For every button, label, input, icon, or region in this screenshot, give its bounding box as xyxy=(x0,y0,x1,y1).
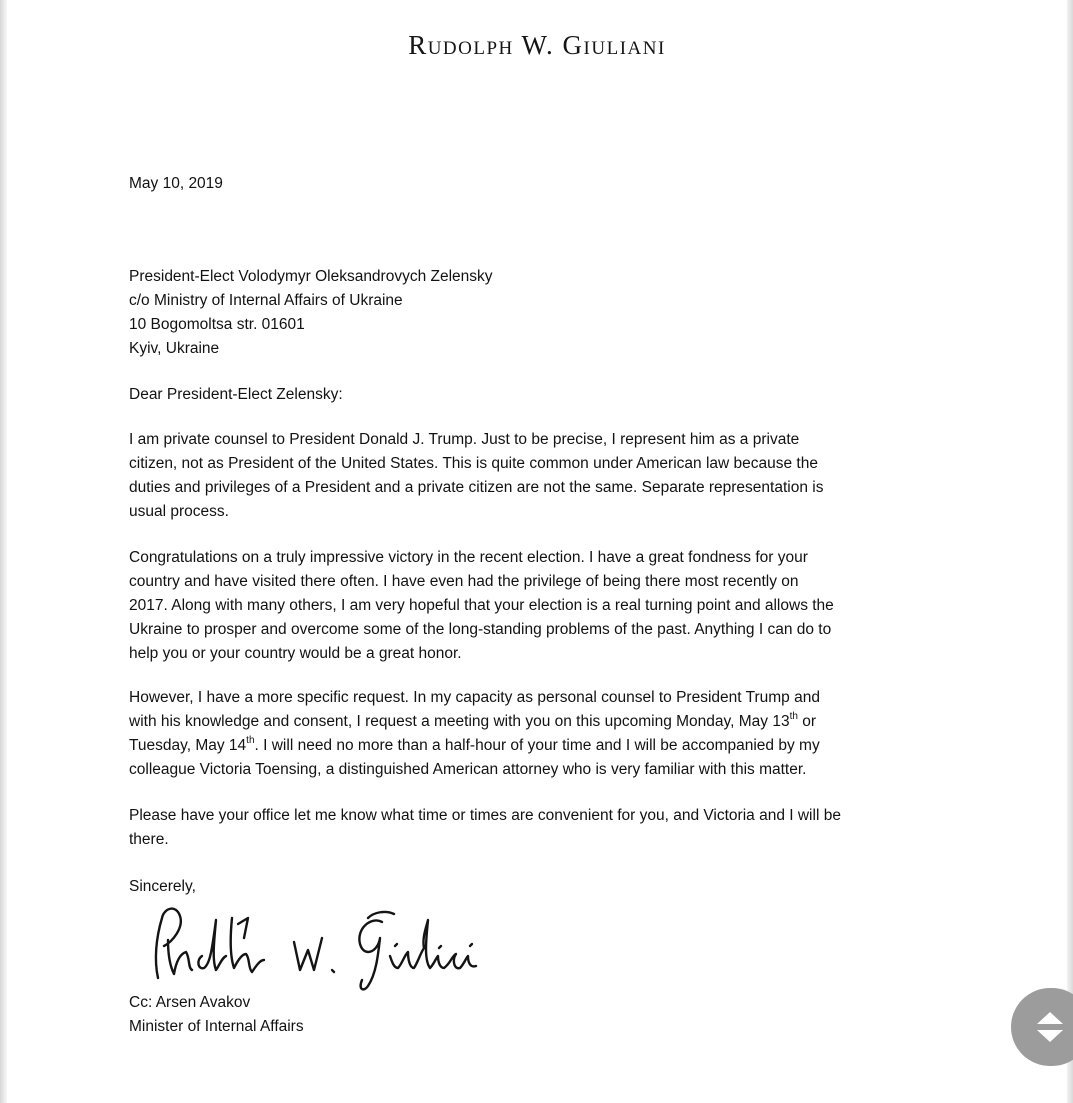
paragraph-line: usual process. xyxy=(129,503,229,520)
recipient-city: Kyiv, Ukraine xyxy=(129,340,220,357)
date-text: May 10, 2019 xyxy=(129,175,223,192)
line-text: with his knowledge and consent, I request a meeting with you on this upcoming Monday, May 13 xyxy=(129,713,790,730)
recipient-address xyxy=(129,265,959,361)
paragraph-line: citizen, not as President of the United States. This is quite common under American law because the xyxy=(129,455,818,472)
ordinal-suffix: th xyxy=(789,710,798,722)
salutation-text: Dear President-Elect Zelensky: xyxy=(129,386,343,403)
paragraph-line xyxy=(129,734,959,758)
paragraph-3 xyxy=(129,686,959,782)
paragraph-line: there. xyxy=(129,831,169,848)
recipient-org: c/o Ministry of Internal Affairs of Ukraine xyxy=(129,292,403,309)
letter-date xyxy=(129,172,959,196)
paragraph-4 xyxy=(129,804,959,852)
paragraph-2 xyxy=(129,546,959,666)
ordinal-suffix: th xyxy=(246,734,255,746)
viewer-left-edge xyxy=(0,0,7,1103)
letterhead: Rudolph W. Giuliani xyxy=(408,30,666,60)
paragraph-1 xyxy=(129,428,959,524)
cc-name: Cc: Arsen Avakov xyxy=(129,994,251,1011)
letter-page xyxy=(8,0,1066,1103)
recipient-street: 10 Bogomoltsa str. 01601 xyxy=(129,316,305,333)
paragraph-line: Ukraine to prosper and overcome some of the long-standing problems of the past. Anything I can do to xyxy=(129,621,832,638)
paragraph-line: Congratulations on a truly impressive victory in the recent election. I have a great fondness for your xyxy=(129,549,808,566)
paragraph-line: country and have visited there often. I have even had the privilege of being there most recently on xyxy=(129,573,799,590)
cc-block xyxy=(129,991,959,1039)
paragraph-line: colleague Victoria Toensing, a distinguished American attorney who is very familiar with this matter. xyxy=(129,761,807,778)
recipient-name: President-Elect Volodymyr Oleksandrovych Zelensky xyxy=(129,268,493,285)
closing-text: Sincerely, xyxy=(129,878,196,895)
handwritten-signature xyxy=(146,898,486,993)
scroll-up-down-icon xyxy=(1035,1010,1065,1044)
paragraph-line xyxy=(129,710,959,734)
salutation xyxy=(129,383,959,407)
line-text: Tuesday, May 14 xyxy=(129,737,247,754)
cc-title: Minister of Internal Affairs xyxy=(129,1018,304,1035)
paragraph-line: I am private counsel to President Donald J. Trump. Just to be precise, I represent him as a private xyxy=(129,431,800,448)
line-text: or xyxy=(797,713,816,730)
viewer-right-edge xyxy=(1067,0,1073,1103)
paragraph-line: duties and privileges of a President and a private citizen are not the same. Separate representation is xyxy=(129,479,824,496)
closing xyxy=(129,875,959,899)
paragraph-line: Please have your office let me know what time or times are convenient for you, and Victoria and I will be xyxy=(129,807,841,824)
line-text: . I will need no more than a half-hour of your time and I will be accompanied by my xyxy=(254,737,820,754)
paragraph-line: However, I have a more specific request. In my capacity as personal counsel to President Trump and xyxy=(129,689,820,706)
paragraph-line: 2017. Along with many others, I am very hopeful that your election is a real turning point and allows the xyxy=(129,597,834,614)
paragraph-line: help you or your country would be a great honor. xyxy=(129,645,462,662)
